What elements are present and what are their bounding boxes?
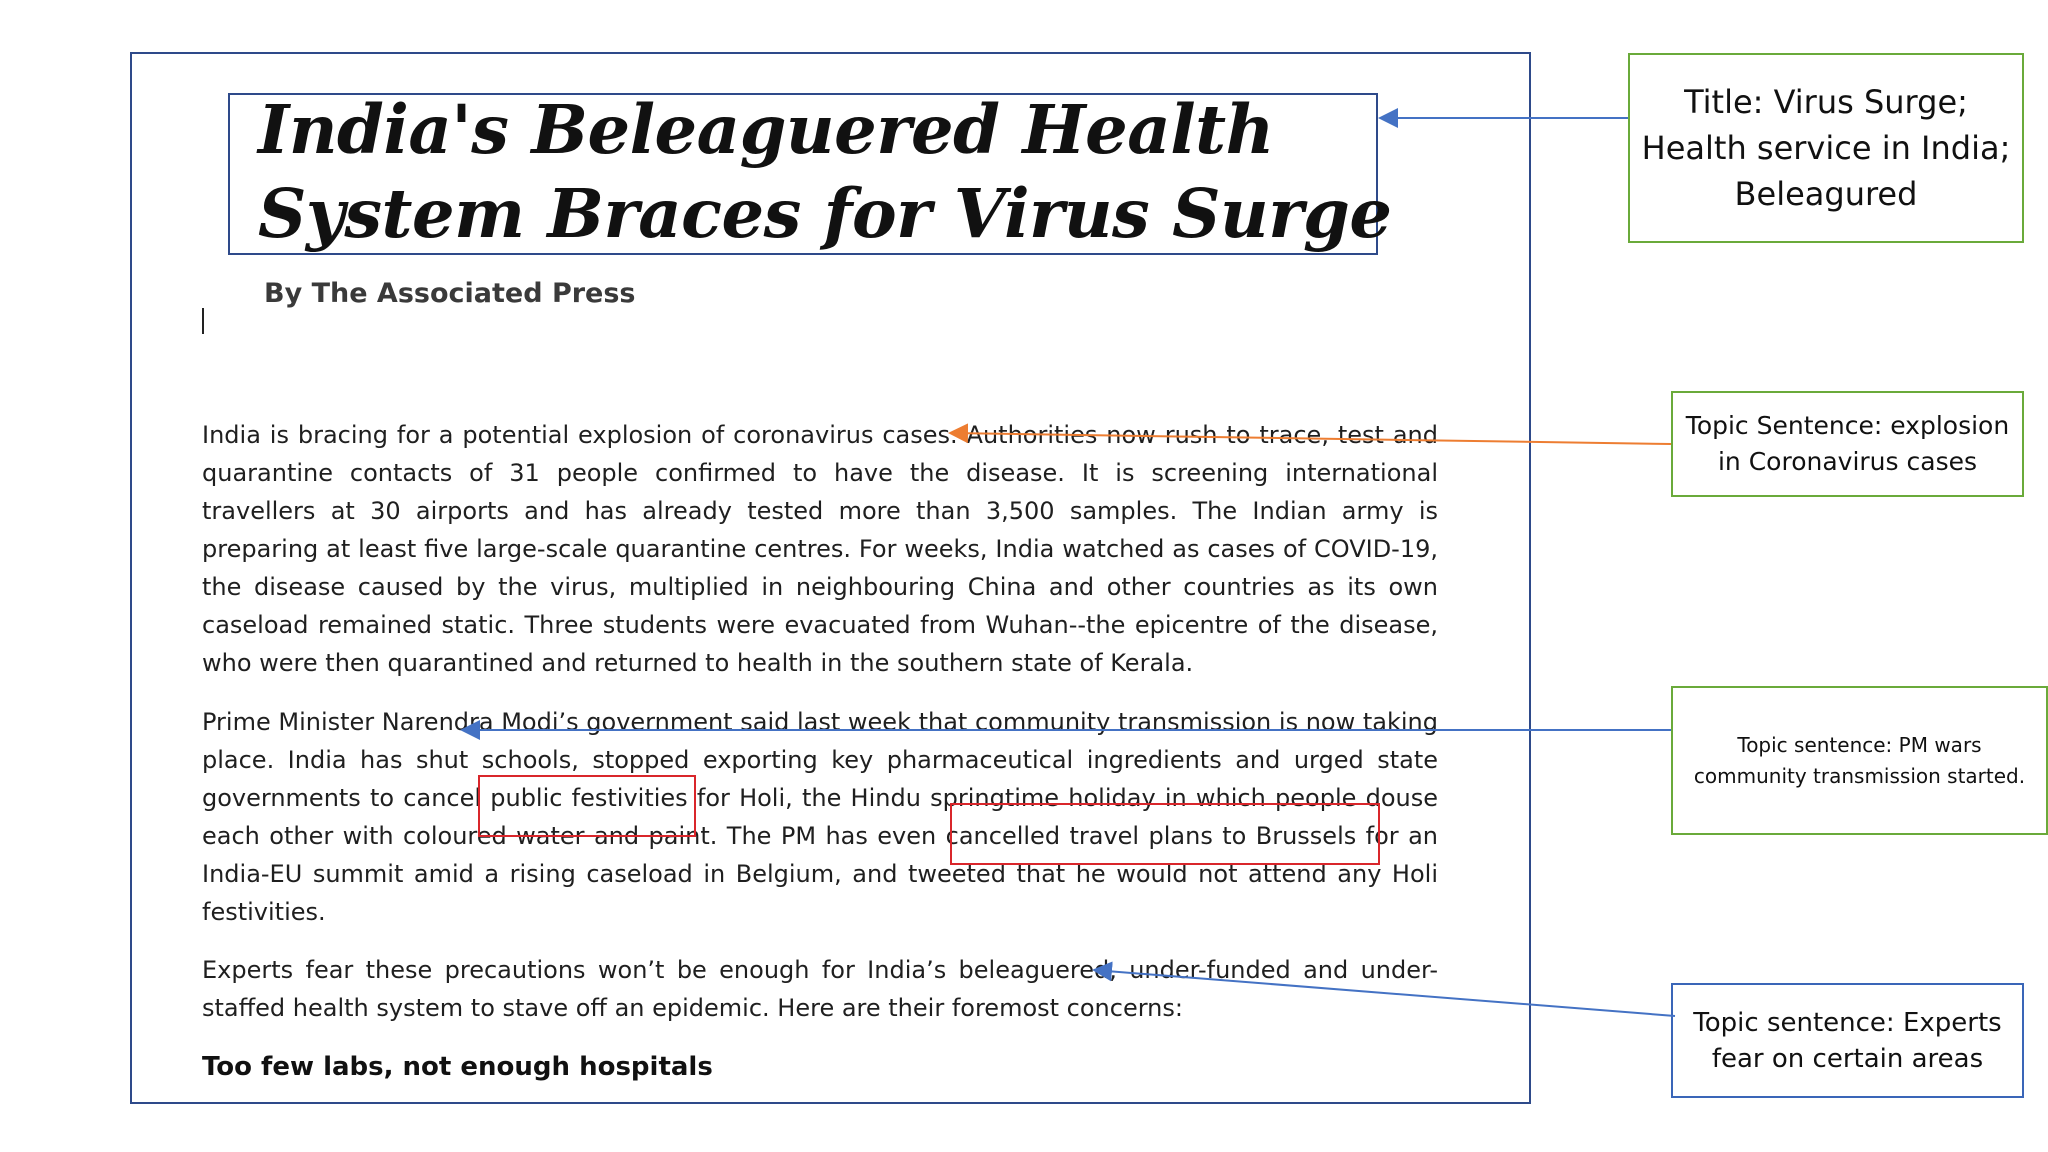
note-line: Topic sentence: PM wars	[1737, 732, 1982, 757]
note-line: Title: Virus Surge;	[1684, 83, 1968, 121]
paragraph-2: Prime Minister Narendra Modi’s government said last week that community transmission is now taking place. India has shut schools, stopped exporting key pharmaceutical ingredients and urged state governments to cancel public festivities for Holi, the Hindu springtime holiday in which people douse each other with coloured water and paint. The PM has even cancelled travel plans to Brussels for an India-EU summit amid a rising caseload in Belgium, and tweeted that he would not attend any Holi festivities.	[202, 708, 1438, 926]
headline-line-1: India's Beleaguered Health	[258, 90, 1274, 169]
headline-line-2: System Braces for Virus Surge	[258, 174, 1392, 253]
note-line: Topic Sentence: explosion	[1685, 411, 2010, 440]
note-line: in Coronavirus cases	[1717, 447, 1977, 476]
paragraph-1: India is bracing for a potential explosion of coronavirus cases. Authorities now rush to trace, test and quarantine contacts of 31 people confirmed to have the disease. It is screening international travellers at 30 airports and has already tested more than 3,500 samples. The Indian army is preparing at least five large-scale quarantine centres. For weeks, India watched as cases of COVID-19, the disease caused by the virus, multiplied in neighbouring China and other countries as its own caseload remained static. Three students were evacuated from Wuhan--the epicentre of the disease, who were then quarantined and returned to health in the southern state of Kerala.	[202, 421, 1438, 677]
note-line: community transmission started.	[1693, 763, 2026, 788]
note-line: Topic sentence: Experts	[1693, 1007, 2002, 1038]
paragraph-3: Experts fear these precautions won’t be enough for India’s beleaguered, under-funded and under-staffed health system to stave off an epidemic. Here are their foremost concerns:	[202, 956, 1438, 1022]
note-line: fear on certain areas	[1711, 1043, 1984, 1074]
byline: By The Associated Press	[264, 278, 636, 309]
arrow-topic3	[1094, 970, 1675, 1016]
arrow-topic1	[950, 433, 1671, 444]
note-line: Health service in India;	[1641, 129, 2011, 167]
section-subheading: Too few labs, not enough hospitals	[202, 1052, 713, 1082]
note-line: Beleagured	[1734, 175, 1918, 213]
